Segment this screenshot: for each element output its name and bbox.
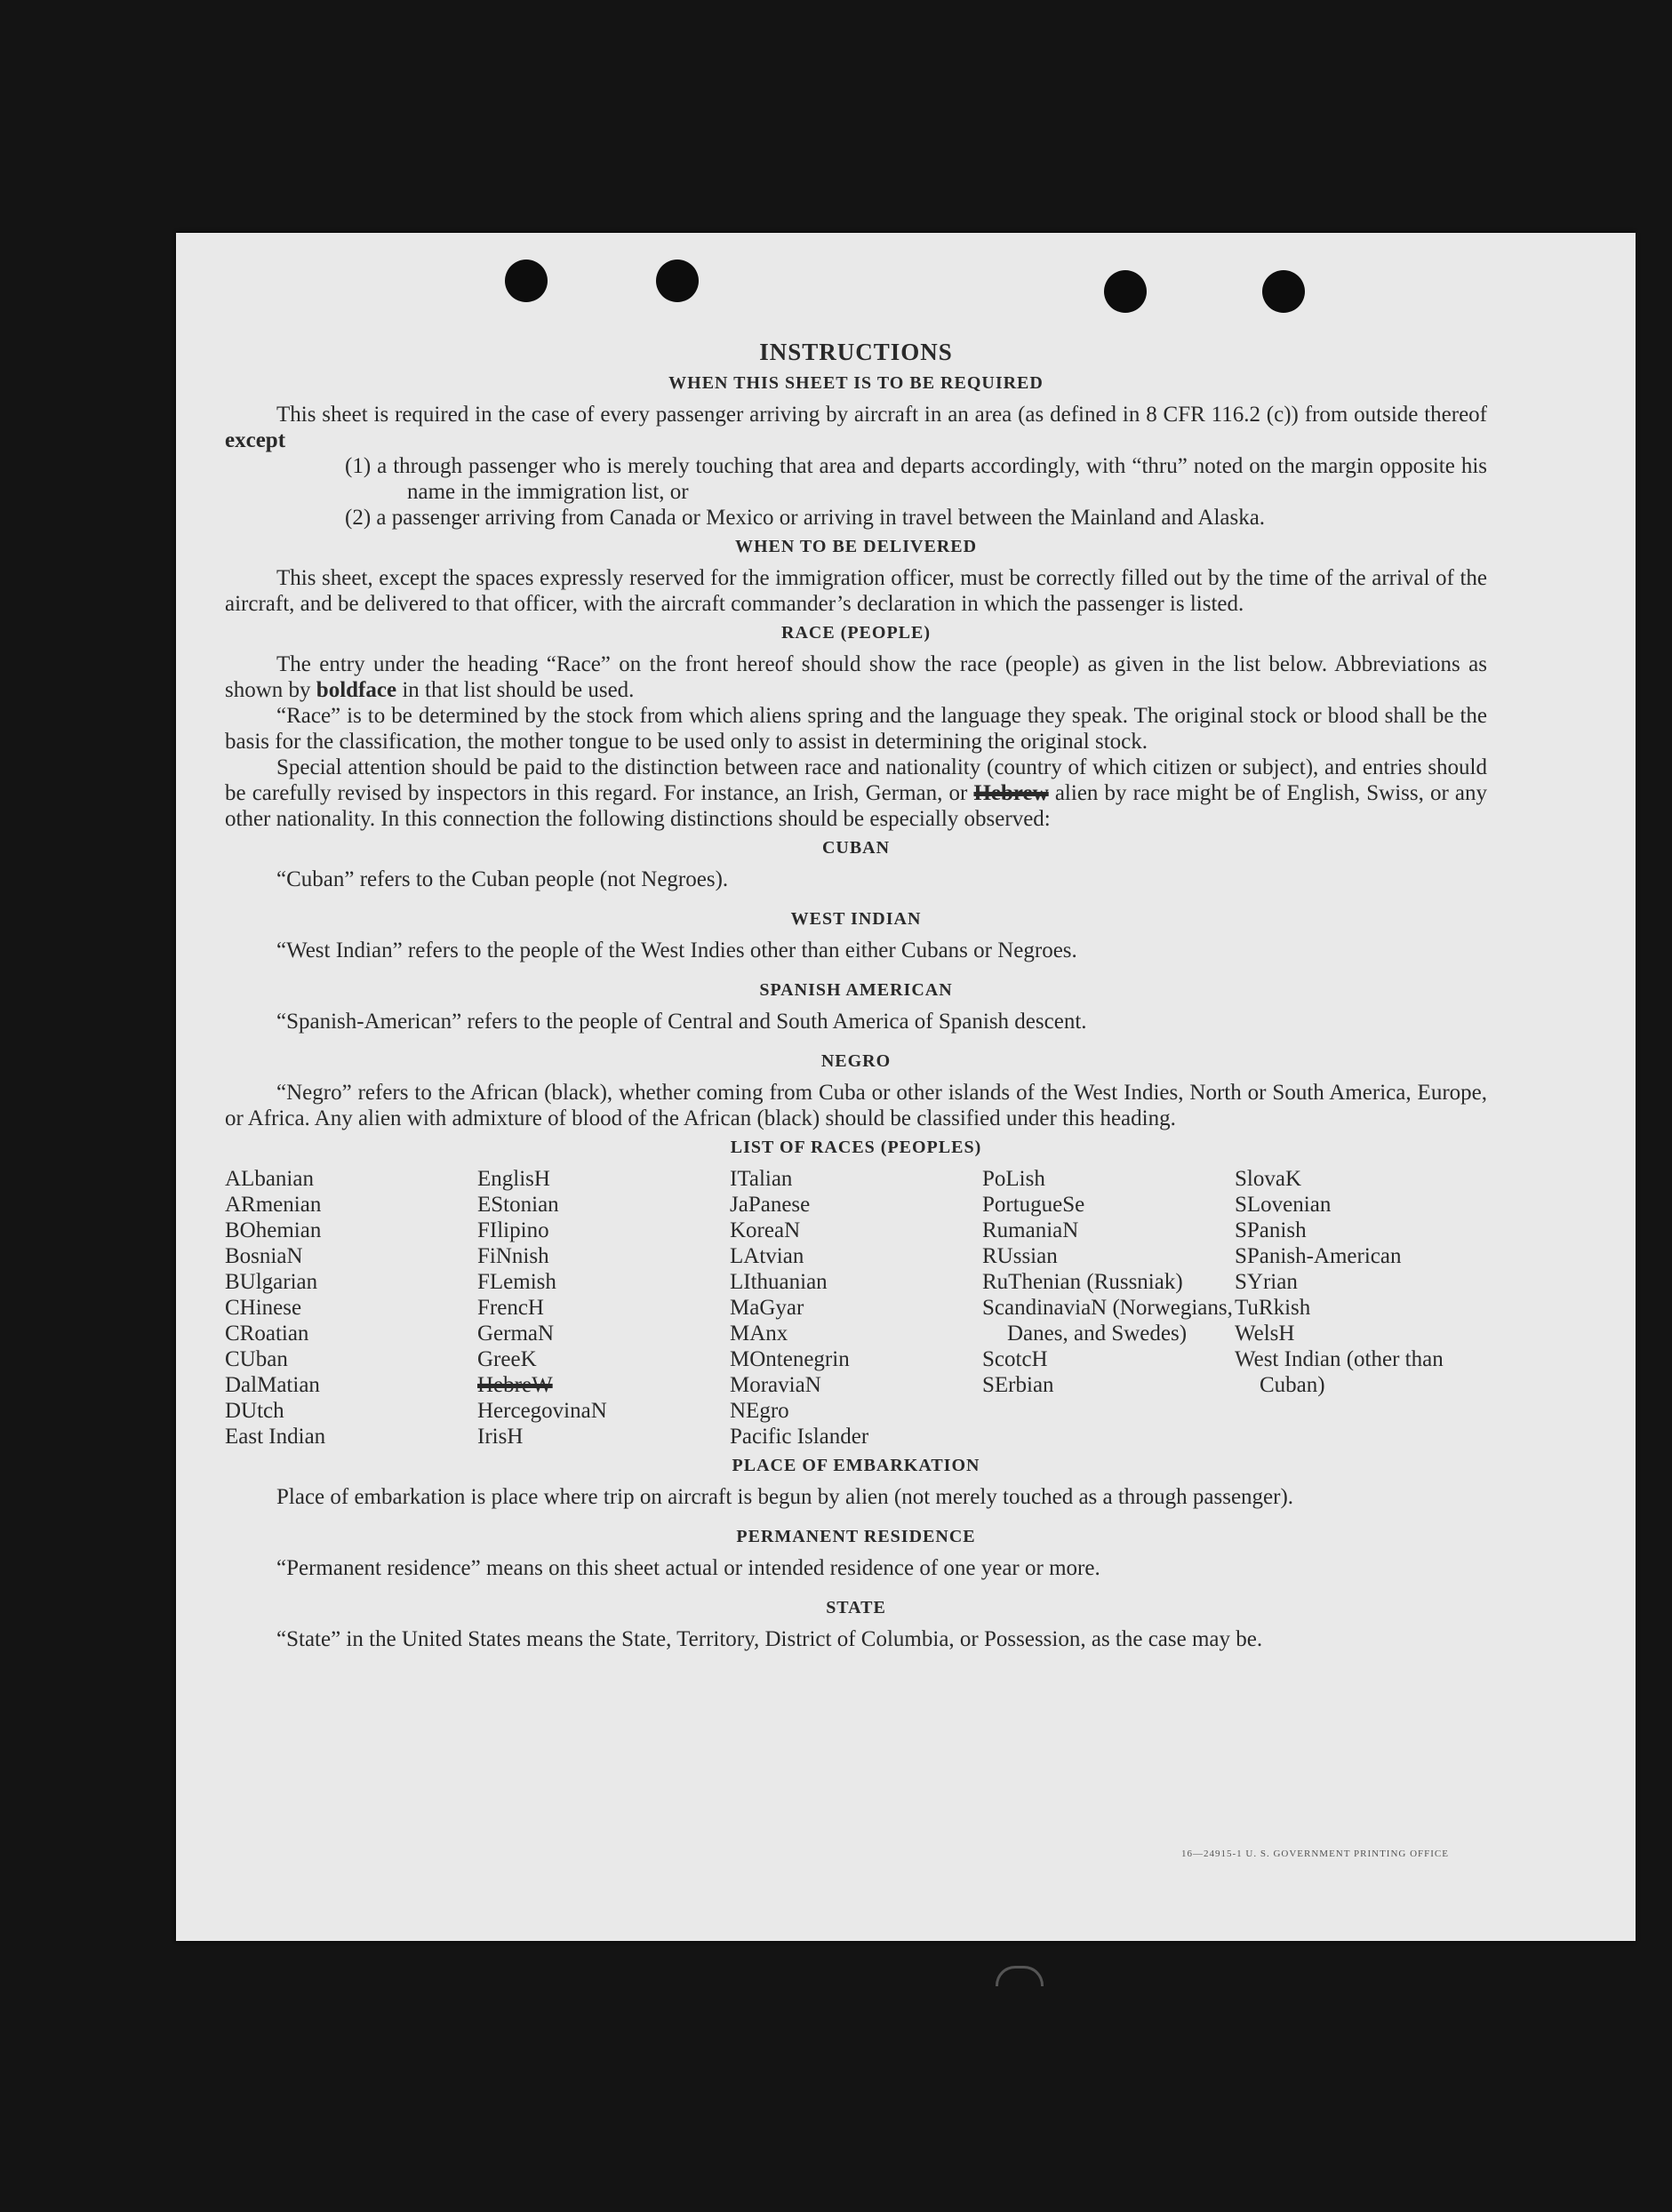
paragraph: “State” in the United States means the State, Territory, District of Columbia, or Possession, as the case may be. xyxy=(276,1627,1263,1651)
race-item: SLovenian xyxy=(1235,1193,1332,1217)
race-item: LAtvian xyxy=(730,1244,804,1268)
race-item: BosniaN xyxy=(225,1244,303,1268)
page-title: INSTRUCTIONS xyxy=(759,339,953,365)
race-column xyxy=(982,1166,1235,1449)
race-item: ARmenian xyxy=(225,1193,322,1217)
race-item: CRoatian xyxy=(225,1322,309,1346)
section-heading: WEST INDIAN xyxy=(790,909,922,929)
paragraph xyxy=(225,651,1487,703)
paragraph: “Cuban” refers to the Cuban people (not Negroes). xyxy=(276,867,729,891)
paragraph: “Race” is to be determined by the stock from which aliens spring and the language they speak. The original stock or blood shall be the basis for the classification, the mother tongue to be used only to assist in determining the original stock. xyxy=(225,704,1487,754)
race-item: DUtch xyxy=(225,1399,284,1423)
race-item: IrisH xyxy=(477,1425,524,1449)
race-item: JaPanese xyxy=(730,1193,811,1217)
race-list xyxy=(225,1166,1487,1449)
race-item: LIthuanian xyxy=(730,1270,828,1294)
race-item: RuThenian (Russniak) xyxy=(982,1270,1183,1294)
section-heading: PLACE OF EMBARKATION xyxy=(732,1456,980,1475)
race-item: PoLish xyxy=(982,1167,1045,1191)
film-mark xyxy=(996,1966,1044,1986)
race-item: GreeK xyxy=(477,1347,537,1371)
race-item: HebreW xyxy=(477,1373,553,1397)
punch-hole xyxy=(656,260,699,302)
section-heading: PERMANENT RESIDENCE xyxy=(736,1527,976,1546)
race-item: GermaN xyxy=(477,1322,555,1346)
race-item: ScandinaviaN (Norwegians, Danes, and Swedes) xyxy=(982,1296,1233,1346)
race-item: CUban xyxy=(225,1347,288,1371)
punch-hole xyxy=(1104,270,1147,313)
instructions-content xyxy=(225,339,1487,1652)
race-item: FrencH xyxy=(477,1296,544,1320)
paragraph-text: alien by race might be of English, Swiss, or any other nationality. In this connection the following distinctions should be especially observed: xyxy=(225,781,1488,831)
list-item: (1) a through passenger who is merely touching that area and departs accordingly, with “thru” noted on the margin opposite his name in the immigration list, or xyxy=(345,454,1487,504)
race-item: MaGyar xyxy=(730,1296,804,1320)
race-item: MoraviaN xyxy=(730,1373,821,1397)
race-item: BOhemian xyxy=(225,1218,322,1242)
race-item: WelsH xyxy=(1235,1322,1295,1346)
race-item: KoreaN xyxy=(730,1218,801,1242)
section-heading: CUBAN xyxy=(821,838,891,858)
emphasis-text: boldface xyxy=(316,678,397,702)
list-item: (2) a passenger arriving from Canada or Mexico or arriving in travel between the Mainland and Alaska. xyxy=(345,506,1266,530)
section-heading: LIST OF RACES (PEOPLES) xyxy=(730,1138,982,1157)
printer-imprint: 16—24915-1 U. S. GOVERNMENT PRINTING OFFICE xyxy=(1180,1849,1449,1859)
race-item: FLemish xyxy=(477,1270,556,1294)
section-heading: STATE xyxy=(826,1598,886,1617)
race-item: SPanish-American xyxy=(1235,1244,1402,1268)
race-item: SYrian xyxy=(1235,1270,1298,1294)
paragraph: “Spanish-American” refers to the people of Central and South America of Spanish descent. xyxy=(276,1010,1087,1034)
section-heading: WHEN TO BE DELIVERED xyxy=(734,537,978,556)
paragraph: “Negro” refers to the African (black), whether coming from Cuba or other islands of the West Indies, North or South America, Europe, or Africa. Any alien with admixture of blood of the African (black) should be classified under this heading. xyxy=(225,1081,1487,1130)
paragraph: “Permanent residence” means on this sheet actual or intended residence of one year or more. xyxy=(276,1556,1100,1580)
race-item: ITalian xyxy=(730,1167,793,1191)
race-item: DalMatian xyxy=(225,1373,320,1397)
race-item: CHinese xyxy=(225,1296,302,1320)
race-column xyxy=(730,1166,982,1449)
section-heading: SPANISH AMERICAN xyxy=(759,980,953,1000)
race-item: FiNnish xyxy=(477,1244,549,1268)
paragraph-text: in that list should be used. xyxy=(402,678,635,702)
race-item: NEgro xyxy=(730,1399,789,1423)
section-heading: NEGRO xyxy=(820,1051,892,1071)
struck-text: Hebrew xyxy=(973,781,1049,805)
race-item: PortugueSe xyxy=(982,1193,1085,1217)
punch-hole xyxy=(505,260,548,302)
section-heading: RACE (PEOPLE) xyxy=(781,623,931,643)
race-item: RumaniaN xyxy=(982,1218,1079,1242)
punch-hole xyxy=(1262,270,1305,313)
race-column xyxy=(1235,1166,1487,1449)
race-item: East Indian xyxy=(225,1425,326,1449)
race-item: EnglisH xyxy=(477,1167,550,1191)
paragraph: “West Indian” refers to the people of the West Indies other than either Cubans or Negroes. xyxy=(276,938,1077,962)
race-item: FIlipino xyxy=(477,1218,549,1242)
race-item: TuRkish xyxy=(1235,1296,1311,1320)
paragraph-text: The entry under the heading “Race” on the front hereof should show the race (people) as given in the list below. Abbreviations as shown by xyxy=(225,652,1487,702)
paragraph-text: This sheet is required in the case of every passenger arriving by aircraft in an area (as defined in 8 CFR 116.2 (c)) from outside thereof xyxy=(276,403,1487,427)
emphasis-text: except xyxy=(225,428,286,452)
race-item: RUssian xyxy=(982,1244,1058,1268)
race-item: SPanish xyxy=(1235,1218,1307,1242)
race-item: SlovaK xyxy=(1235,1167,1301,1191)
race-item: ScotcH xyxy=(982,1347,1048,1371)
race-item: ALbanian xyxy=(225,1167,314,1191)
race-item: HercegovinaN xyxy=(477,1399,607,1423)
race-item: MAnx xyxy=(730,1322,788,1346)
race-item: EStonian xyxy=(477,1193,559,1217)
race-item: Pacific Islander xyxy=(730,1425,869,1449)
paragraph-text: Special attention should be paid to the distinction between race and nationality (country of which citizen or subject), and entries should be carefully revised by inspectors in this regard. For instance, an Irish, German, or xyxy=(225,755,1487,805)
paragraph: This sheet, except the spaces expressly reserved for the immigration officer, must be correctly filled out by the time of the arrival of the aircraft, and be delivered to that officer, with the aircraft commander’s declaration in which the passenger is listed. xyxy=(225,566,1487,616)
race-item: BUlgarian xyxy=(225,1270,318,1294)
section-heading: WHEN THIS SHEET IS TO BE REQUIRED xyxy=(668,373,1044,393)
race-column xyxy=(225,1166,477,1449)
race-column xyxy=(477,1166,730,1449)
race-item: West Indian (other than Cuban) xyxy=(1235,1347,1444,1397)
race-item: MOntenegrin xyxy=(730,1347,850,1371)
document-sheet xyxy=(176,233,1636,1941)
paragraph xyxy=(225,755,1487,832)
paragraph xyxy=(225,402,1487,453)
race-item: SErbian xyxy=(982,1373,1054,1397)
paragraph: Place of embarkation is place where trip on aircraft is begun by alien (not merely touched as a through passenger). xyxy=(276,1485,1294,1509)
